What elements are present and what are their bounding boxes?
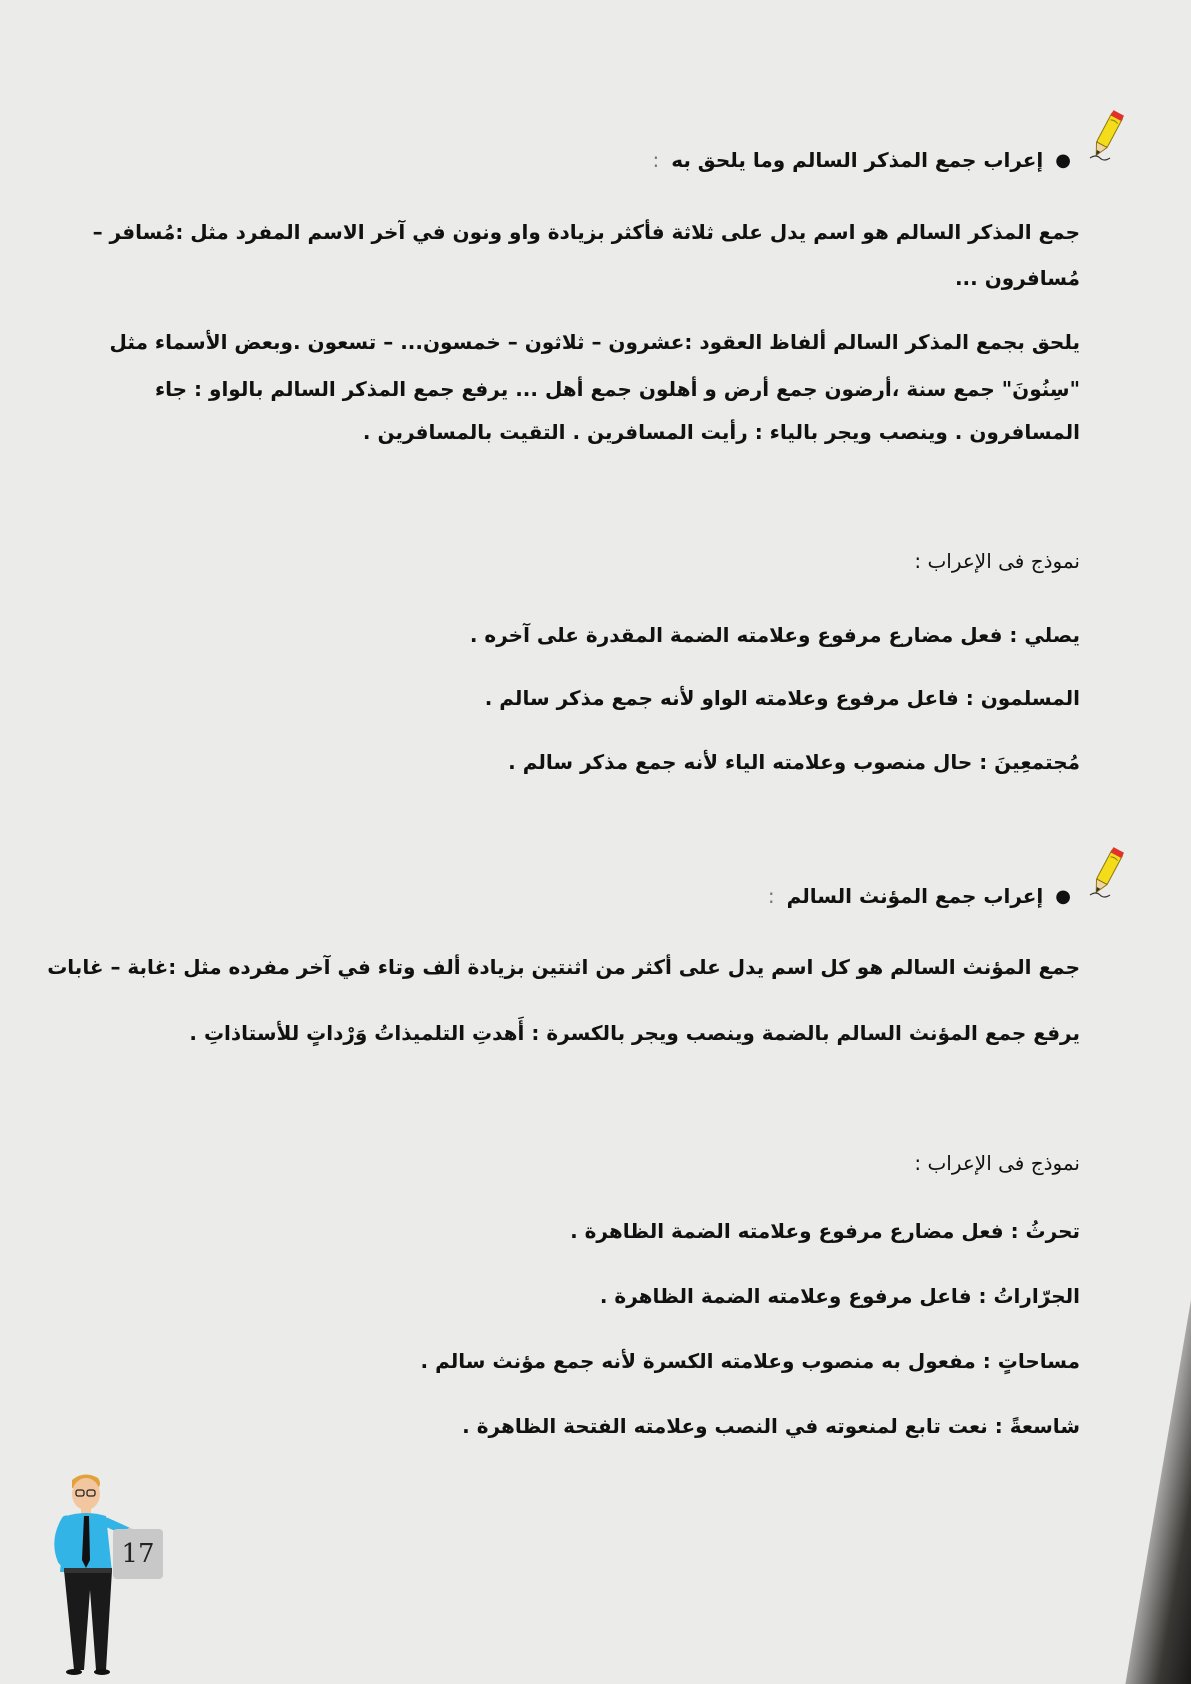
section2-model-label: نموذج فى الإعراب : xyxy=(914,1151,1080,1175)
section2-def-line2: يرفع جمع المؤنث السالم بالضمة وينصب ويجر بالكسرة : أَهدتِ التلميذاتُ وَرْداتٍ للأستاذاتِ . xyxy=(189,1021,1080,1045)
section1-example-1: يصلي : فعل مضارع مرفوع وعلامته الضمة المقدرة على آخره . xyxy=(469,623,1080,647)
pencil-icon xyxy=(1088,106,1126,164)
section2-heading-colon: : xyxy=(767,884,775,908)
section1-def-line1: جمع المذكر السالم هو اسم يدل على ثلاثة فأكثر بزيادة واو ونون في آخر الاسم المفرد مثل :مُسافر – xyxy=(92,220,1080,244)
bullet-icon: ● xyxy=(1055,885,1071,907)
section2-heading-text: إعراب جمع المؤنث السالم xyxy=(786,884,1044,908)
section2-def-line1: جمع المؤنث السالم هو كل اسم يدل على أكثر من اثنتين بزيادة ألف وتاء في آخر مفرده مثل :غابة – غابات xyxy=(47,955,1080,979)
section1-example-3: مُجتمعِينَ : حال منصوب وعلامته الياء لأنه جمع مذكر سالم . xyxy=(508,750,1080,774)
section1-model-label: نموذج فى الإعراب : xyxy=(914,549,1080,573)
bullet-icon: ● xyxy=(1055,149,1071,171)
section2-heading xyxy=(768,884,1071,908)
section1-heading-colon: : xyxy=(652,148,660,172)
section2-example-4: شاسعةً : نعت تابع لمنعوته في النصب وعلامته الفتحة الظاهرة . xyxy=(462,1414,1080,1438)
section1-example-2: المسلمون : فاعل مرفوع وعلامته الواو لأنه جمع مذكر سالم . xyxy=(484,686,1080,710)
page-number: 17 xyxy=(113,1529,163,1579)
section1-annex-line3: المسافرون . وينصب ويجر بالياء : رأيت المسافرين . التقيت بالمسافرين . xyxy=(362,420,1080,444)
section1-annex-line2: "سِنُونَ" جمع سنة ،أرضون جمع أرض و أهلون جمع أهل ... يرفع جمع المذكر السالم بالواو : جاء xyxy=(154,377,1080,401)
section2-example-2: الجرّاراتُ : فاعل مرفوع وعلامته الضمة الظاهرة . xyxy=(599,1284,1080,1308)
section1-heading-text: إعراب جمع المذكر السالم وما يلحق به xyxy=(671,148,1044,172)
section2-example-1: تحرثُ : فعل مضارع مرفوع وعلامته الضمة الظاهرة . xyxy=(570,1219,1080,1243)
pencil-icon xyxy=(1088,843,1126,901)
section1-annex-line1: يلحق بجمع المذكر السالم ألفاظ العقود :عشرون – ثلاثون – خمسون... – تسعون .وبعض الأسماء مثل xyxy=(109,330,1080,354)
section1-heading xyxy=(652,148,1071,172)
section2-example-3: مساحاتٍ : مفعول به منصوب وعلامته الكسرة لأنه جمع مؤنث سالم . xyxy=(420,1349,1080,1373)
page-curl-shadow xyxy=(1111,1300,1191,1684)
section1-def-line2: مُسافرون ... xyxy=(954,266,1080,290)
